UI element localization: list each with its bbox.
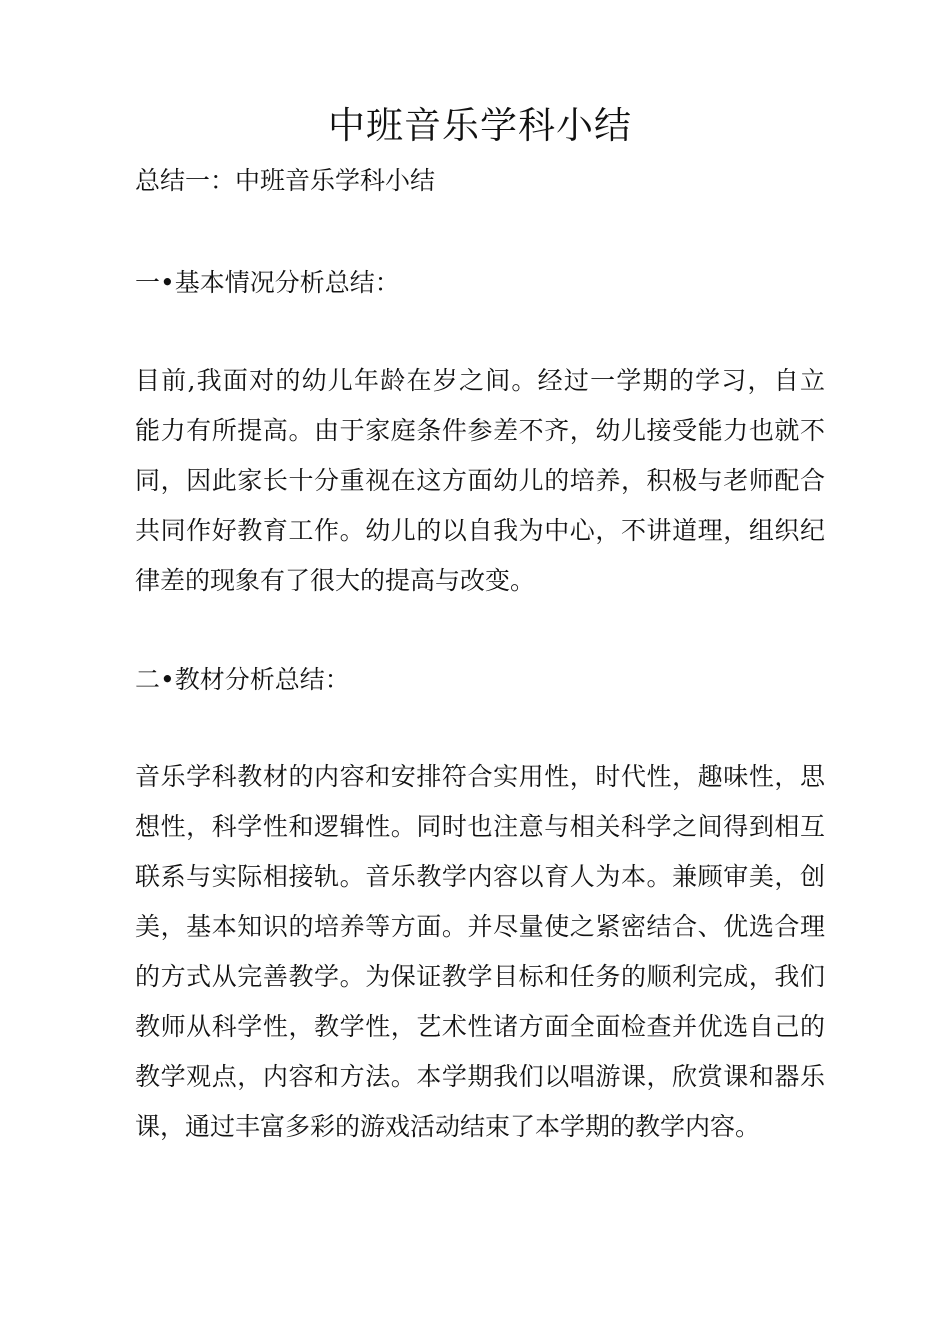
section-heading-material-analysis: 二•教材分析总结： xyxy=(135,665,350,694)
paragraph-line: 教学观点，内容和方法。本学期我们以唱游课，欣赏课和器乐 xyxy=(135,1062,825,1091)
section-paragraph-material-analysis xyxy=(135,752,825,1152)
paragraph-line: 联系与实际相接轨。音乐教学内容以育人为本。兼顾审美，创 xyxy=(135,862,825,891)
paragraph-line: 共同作好教育工作。幼儿的以自我为中心，不讲道理，组织纪 xyxy=(135,516,825,545)
paragraph-line: 课，通过丰富多彩的游戏活动结束了本学期的教学内容。 xyxy=(135,1112,761,1141)
document-title: 中班音乐学科小结 xyxy=(328,104,632,147)
paragraph-line: 目前,我面对的幼儿年龄在岁之间。经过一学期的学习，自立 xyxy=(135,366,825,395)
section-heading-basic-situation: 一•基本情况分析总结： xyxy=(135,268,400,297)
paragraph-line: 律差的现象有了很大的提高与改变。 xyxy=(135,566,536,595)
paragraph-line: 音乐学科教材的内容和安排符合实用性，时代性，趣味性，思 xyxy=(135,762,825,791)
paragraph-line: 想性，科学性和逻辑性。同时也注意与相关科学之间得到相互 xyxy=(135,812,825,841)
paragraph-line: 同，因此家长十分重视在这方面幼儿的培养，积极与老师配合 xyxy=(135,466,825,495)
section-paragraph-basic-situation xyxy=(135,356,825,606)
paragraph-line: 的方式从完善教学。为保证教学目标和任务的顺利完成，我们 xyxy=(135,962,825,991)
paragraph-line: 能力有所提高。由于家庭条件参差不齐，幼儿接受能力也就不 xyxy=(135,416,825,445)
document-subtitle: 总结一：中班音乐学科小结 xyxy=(135,166,436,195)
paragraph-line: 美，基本知识的培养等方面。并尽量使之紧密结合、优选合理 xyxy=(135,912,825,941)
paragraph-line: 教师从科学性，教学性，艺术性诸方面全面检查并优选自己的 xyxy=(135,1012,825,1041)
